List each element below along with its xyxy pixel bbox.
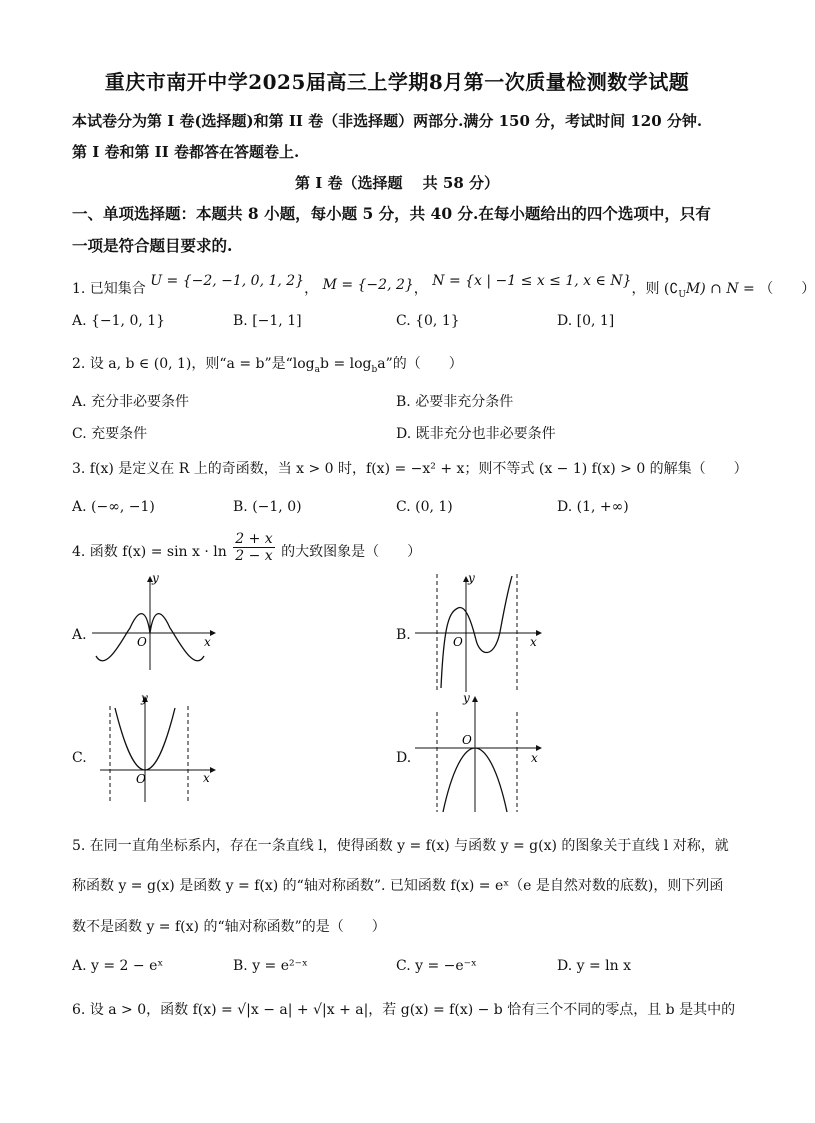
q4-graph-c [95,690,225,805]
q5-option-d: D. y = ln x [557,958,632,974]
q1-ask-2: M) ∩ N = [685,281,755,297]
q4-c-origin-label: O [136,772,146,786]
q4-d-x-label: x [531,751,538,765]
exam-title: 重庆市南开中学2025届高三上学期8月第一次质量检测数学试题 [104,70,690,94]
q4-label-a: A. [72,627,87,643]
intro-line-1: 本试卷分为第 I 卷(选择题)和第 II 卷（非选择题）两部分.满分 150 分，考试时间 120 分钟. [72,112,703,130]
q4-c-x-label: x [203,771,210,785]
q4-fraction [233,531,274,564]
q1-option-c: C. {0, 1} [396,313,460,329]
q2-log-base-b: b [371,364,378,375]
q1-option-a: A. {−1, 0, 1} [72,313,166,329]
q4-b-y-label: y [468,571,475,585]
question-4-stem [72,531,421,571]
q2-option-d: D. 既非充分也非必要条件 [396,426,556,442]
q1-option-d: D. [0, 1] [557,313,615,329]
q4-b-x-label: x [530,635,537,649]
q4-b-origin-label: O [453,635,463,649]
q4-stem-end: 的大致图象是（ ） [281,544,422,560]
intro-line-2: 第 I 卷和第 II 卷都答在答题卷上. [72,143,300,161]
q4-graph-a [90,570,220,675]
q4-label-c: C. [72,750,87,766]
question-3-stem: 3. f(x) 是定义在 R 上的奇函数，当 x > 0 时，f(x) = −x² + x；则不等式 (x − 1) f(x) > 0 的解集（ ） [72,461,748,477]
question-2-stem [72,353,463,375]
q1-ask: ，则 (∁ [631,281,679,297]
q4-d-origin-label: O [462,733,472,747]
question-5-line-2: 称函数 y = g(x) 是函数 y = f(x) 的“轴对称函数”. 已知函数 f(x) = eˣ（e 是自然对数的底数)，则下列函 [72,878,724,894]
q4-fraction-numerator: 2 + x [235,531,273,547]
question-1-stem: 1. 已知集合 U = {−2, −1, 0, 1, 2}， M = {−2, 2}， N = {x | −1 ≤ x ≤ 1, x ∈ N}，则 $(∁_UM)$ ∩ N = （ ） [72,273,815,300]
q5-option-c: C. y = −e⁻ˣ [396,958,477,974]
q2-option-b: B. 必要非充分条件 [396,394,514,410]
q2-option-a: A. 充分非必要条件 [72,394,190,410]
q4-d-y-label: y [463,691,470,705]
q5-option-b: B. y = e²⁻ˣ [233,958,308,974]
q3-option-d: D. (1, +∞) [557,499,629,515]
q3-option-a: A. (−∞, −1) [72,499,155,515]
q4-graph-d [410,690,550,815]
q1-answer-paren: （ ） [759,281,815,297]
q4-a-x-label: x [204,635,211,649]
q1-set-n: N = {x | −1 ≤ x ≤ 1, x ∈ N} [432,273,632,289]
q1-set-m: M = {−2, 2} [322,277,414,293]
q2-log-base-a: a [314,364,321,375]
q4-c-y-label: y [141,691,148,705]
q2-stem-text: 2. 设 a, b ∈ (0, 1)，则“a = b”是“log [72,356,315,372]
q4-stem-text: 4. 函数 f(x) = sin x · ln [72,544,227,560]
q4-label-b: B. [396,627,411,643]
q5-option-a: A. y = 2 − eˣ [72,958,164,974]
q3-option-b: B. (−1, 0) [233,499,302,515]
q4-a-origin-label: O [137,635,147,649]
q1-option-b: B. [−1, 1] [233,313,302,329]
question-5-line-1: 5. 在同一直角坐标系内，存在一条直线 l，使得函数 y = f(x) 与函数 y = g(x) 的图象关于直线 l 对称，就 [72,838,729,854]
question-6-stem: 6. 设 a > 0，函数 f(x) = √|x − a| + √|x + a|，若 g(x) = f(x) − b 恰有三个不同的零点，且 b 是其中的 [72,1002,736,1018]
q4-label-d: D. [396,750,412,766]
q2-stem-end: a”的（ ） [377,356,463,372]
part-heading-line-2: 一项是符合题目要求的. [72,236,233,255]
part-heading-line-1: 一、单项选择题：本题共 8 小题，每小题 5 分，共 40 分.在每小题给出的四个选项中，只有 [72,204,711,223]
q2-option-c: C. 充要条件 [72,426,148,442]
q4-fraction-denominator: 2 − x [235,548,273,564]
q4-graph-b [410,570,550,695]
q3-option-c: C. (0, 1) [396,499,453,515]
q1-set-u: U = {−2, −1, 0, 1, 2} [150,273,305,289]
q1-stem-text: 1. 已知集合 [72,281,146,297]
q2-stem-mid: b = log [320,356,372,372]
q4-a-y-label: y [152,571,159,585]
q1-complement-sub: U [678,289,686,300]
section-title: 第 I 卷（选择题 共 58 分） [294,174,499,192]
question-5-line-3: 数不是函数 y = f(x) 的“轴对称函数”的是（ ） [72,919,386,935]
